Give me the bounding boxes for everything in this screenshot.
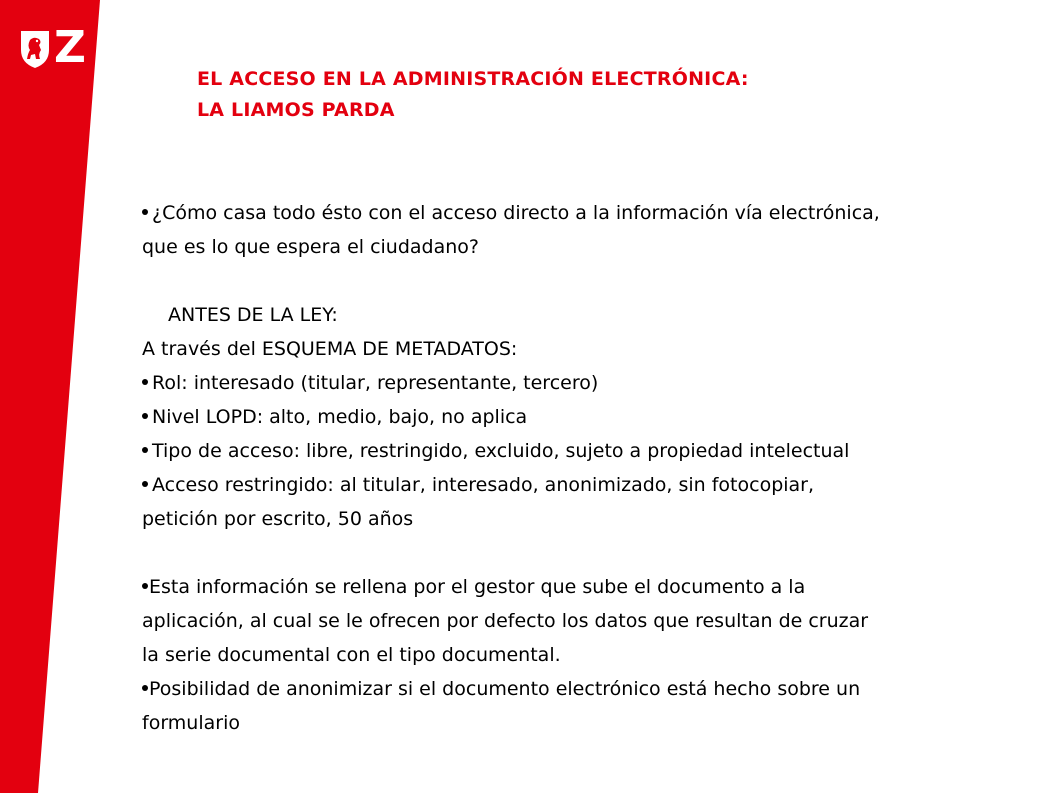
question-line-2: que es lo que espera el ciudadano?: [142, 236, 479, 258]
slide-body: [142, 196, 1032, 740]
zaragoza-logo: [18, 22, 88, 73]
restricted-line-1: Acceso restringido: al titular, interesado, anonimizado, sin fotocopiar,: [152, 474, 815, 496]
title-line-1: EL ACCESO EN LA ADMINISTRACIÓN ELECTRÓNICA:: [197, 68, 749, 90]
bullet-lopd: [142, 400, 1032, 434]
slide-title: [197, 64, 749, 126]
anonymize-line-1: Posibilidad de anonimizar si el documento electrónico está hecho sobre un: [149, 678, 861, 700]
bullet-dot-icon: [142, 379, 148, 385]
list-item: Rol: interesado (titular, representante, tercero): [152, 372, 599, 394]
bullet-dot-icon: [142, 413, 148, 419]
restricted-line-2: petición por escrito, 50 años: [142, 508, 414, 530]
scheme-intro: A través del ESQUEMA DE METADATOS:: [142, 338, 518, 360]
spacer: [142, 536, 1032, 570]
spacer: [142, 264, 1032, 298]
sidebar-shape: [0, 0, 100, 793]
bullet-dot-icon: [142, 685, 148, 691]
bullet-dot-icon: [142, 447, 148, 453]
bullet-rol: [142, 366, 1032, 400]
bullet-dot-icon: [142, 481, 148, 487]
bullet-info-filled: [142, 570, 1032, 604]
anonymize-line-2: formulario: [142, 712, 240, 734]
bullet-dot-icon: [142, 209, 148, 215]
red-sidebar-band: [0, 0, 100, 793]
bullet-question: [142, 196, 1032, 230]
logo-letter: Z: [54, 22, 86, 73]
list-item: Tipo de acceso: libre, restringido, excluido, sujeto a propiedad intelectual: [152, 440, 850, 462]
before-law-heading: ANTES DE LA LEY:: [168, 304, 338, 326]
info-line-1: Esta información se rellena por el gestor que sube el documento a la: [149, 576, 806, 598]
bullet-restricted: [142, 468, 1032, 502]
bullet-dot-icon: [142, 583, 148, 589]
bullet-access-type: [142, 434, 1032, 468]
info-line-2: aplicación, al cual se le ofrecen por defecto los datos que resultan de cruzar: [142, 610, 869, 632]
list-item: Nivel LOPD: alto, medio, bajo, no aplica: [152, 406, 528, 428]
title-line-2: LA LIAMOS PARDA: [197, 99, 395, 121]
lion-shield-icon: [18, 28, 52, 70]
info-line-3: la serie documental con el tipo documental.: [142, 644, 561, 666]
question-line-1: ¿Cómo casa todo ésto con el acceso directo a la información vía electrónica,: [152, 202, 880, 224]
bullet-anonymize: [142, 672, 1032, 706]
